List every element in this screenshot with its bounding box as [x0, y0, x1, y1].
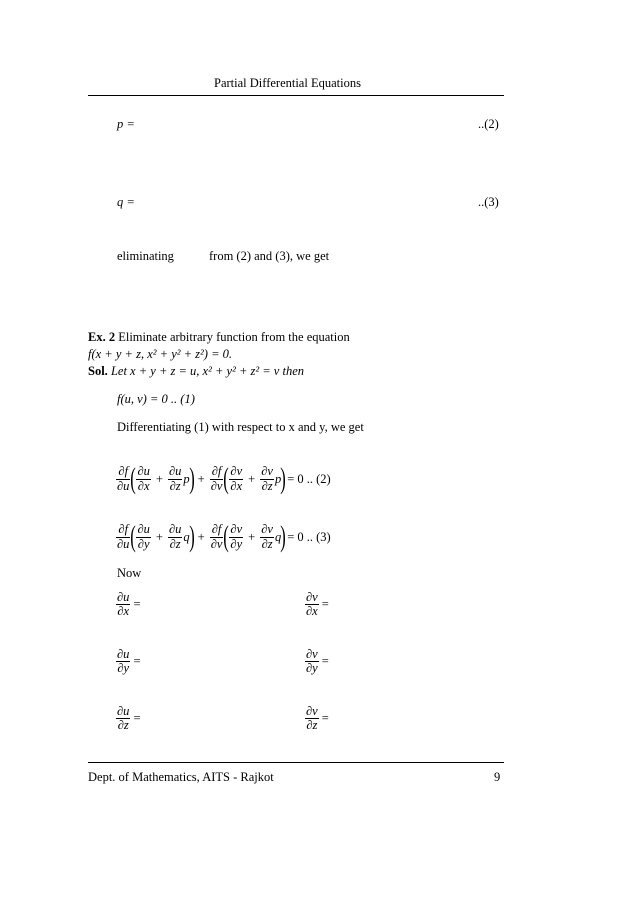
- pde-row-y: $\frac{\partial f}{\partial u}$ ( $\frac{\partial u}{\partial y}$ + $\frac{\partial u}{\partial z}$ q ) + $\frac{\partial f}{\partial v}$ ( $\frac{\partial v}{\partial y}$ + $\frac{\partial v}{\partial z}$ q ) = 0 .. (3): [117, 520, 331, 553]
- partial-u-y: $\frac{\partial u}{\partial y}$ =: [117, 647, 141, 676]
- pde-row-x: $\frac{\partial f}{\partial u}$ ( $\frac{\partial u}{\partial x}$ + $\frac{\partial u}{\partial z}$ p ) + $\frac{\partial f}{\partial v}$ ( $\frac{\partial v}{\partial x}$ + $\frac{\partial v}{\partial z}$ p ) = 0 .. (2): [117, 462, 331, 495]
- eliminating-rest: from (2) and (3), we get: [209, 249, 330, 263]
- eq2-tag: ..(2): [478, 117, 499, 131]
- header-rule: [88, 95, 504, 96]
- example-equation: f(x + y + z, x² + y² + z²) = 0.: [88, 347, 233, 361]
- footer-rule: [88, 762, 504, 763]
- step-2: Differentiating (1) with respect to x and y, we get: [117, 420, 364, 434]
- now-label: Now: [117, 566, 142, 580]
- example-line: [88, 330, 350, 345]
- footer-dept: Dept. of Mathematics, AITS - Rajkot: [88, 770, 274, 784]
- eq3-lhs: q =: [117, 195, 135, 209]
- pde-y-tail: = 0 .. (3): [287, 529, 331, 544]
- solution-text: Let x + y + z = u, x² + y² + z² = v then: [110, 364, 305, 378]
- right-paren: ): [188, 462, 195, 495]
- partial-v-y: $\frac{\partial v}{\partial y}$ =: [306, 647, 329, 676]
- partial-v-x: $\frac{\partial v}{\partial x}$ =: [306, 590, 329, 619]
- df-du-frac: $\frac{\partial f}{\partial u}$: [117, 464, 130, 493]
- step-1: f(u, v) = 0 .. (1): [117, 392, 195, 406]
- partial-v-z: $\frac{\partial v}{\partial z}$ =: [306, 704, 329, 733]
- solution-label: Sol.: [88, 364, 108, 378]
- eq3-tag: ..(3): [478, 195, 499, 209]
- solution-line: [88, 364, 304, 379]
- pde-x-tail: = 0 .. (2): [287, 471, 331, 486]
- example-text: Eliminate arbitrary function from the equation: [118, 330, 350, 344]
- partial-u-z: $\frac{\partial u}{\partial z}$ =: [117, 704, 141, 733]
- footer-page-number: 9: [494, 770, 501, 784]
- left-paren: (: [130, 462, 137, 495]
- partial-u-x: $\frac{\partial u}{\partial x}$ =: [117, 590, 141, 619]
- eq2-lhs: p =: [117, 117, 135, 131]
- page-header-title: Partial Differential Equations: [214, 76, 361, 90]
- eliminating-word: eliminating: [117, 249, 174, 263]
- df-dv-frac: $\frac{\partial f}{\partial v}$: [210, 464, 223, 493]
- example-label: Ex. 2: [88, 330, 116, 344]
